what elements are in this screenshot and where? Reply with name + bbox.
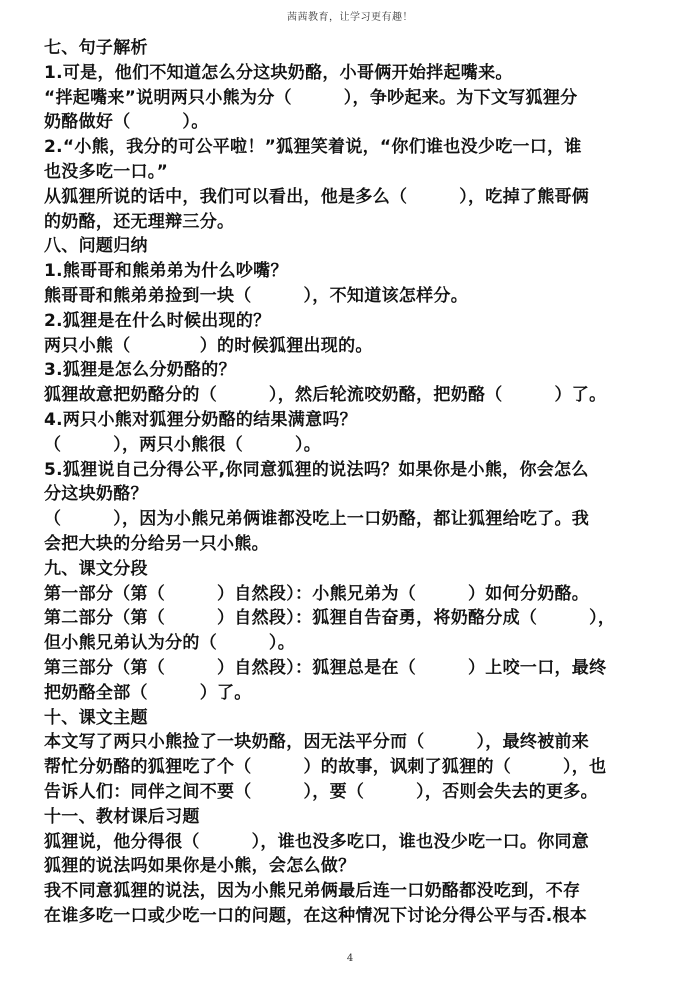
text-line: 的奶酪，还无理辩三分。 [44,211,235,232]
text-line: 把奶酪全部（ ）了。 [44,682,252,703]
text-line: 4.两只小熊对狐狸分奶酪的结果满意吗？ [44,409,357,430]
text-line: “拌起嘴来”说明两只小熊为分（ ），争吵起来。为下文写狐狸分 [44,87,578,108]
section-heading: 七、句子解析 [44,38,148,58]
text-line: 狐狸故意把奶酪分的（ ），然后轮流咬奶酪，把奶酪（ ）了。 [44,385,607,406]
text-line: 但小熊兄弟认为分的（ ）。 [44,633,295,654]
text-line: 从狐狸所说的话中，我们可以看出，他是多么（ ），吃掉了熊哥俩 [44,186,590,207]
text-line: 也没多吃一口。” [44,161,169,182]
text-line: 1.熊哥哥和熊弟弟为什么吵嘴？ [44,261,288,282]
text-line: 我不同意狐狸的说法，因为小熊兄弟俩最后连一口奶酪都没吃到，不存 [44,881,581,902]
text-line: 本文写了两只小熊捡了一块奶酪，因无法平分而（ ），最终被前来 [44,732,590,753]
text-line: 在谁多吃一口或少吃一口的问题，在这种情况下讨论分得公平与否.根本 [44,905,588,926]
text-line: 3.狐狸是怎么分奶酪的？ [44,360,236,381]
text-line: 第三部分（第（ ）自然段）：狐狸总是在（ ）上咬一口，最终 [44,657,607,678]
text-line: 5.狐狸说自己分得公平,你同意狐狸的说法吗？如果你是小熊，你会怎么 [44,459,589,480]
page-content [44,36,664,929]
page-number: 4 [346,953,354,964]
text-line: 2.狐狸是在什么时候出现的？ [44,310,271,331]
text-line: 告诉人们：同伴之间不要（ ），要（ ），否则会失去的更多。 [44,781,598,802]
section-heading: 八、问题归纳 [44,236,148,257]
text-line: 狐狸说，他分得很（ ），谁也没多吃口，谁也没少吃一口。你同意 [44,831,590,852]
section-heading: 十、课文主题 [44,707,148,728]
section-heading: 十一、教材课后习题 [44,806,200,827]
text-line: 2.“小熊，我分的可公平啦！”狐狸笑着说，“你们谁也没少吃一口，谁 [44,137,582,158]
page-header: 茜茜教育，让学习更有趣！ [287,12,413,23]
text-line: （ ），因为小熊兄弟俩谁都没吃上一口奶酪，都让狐狸给吃了。我 [44,509,590,530]
text-line: 1.可是，他们不知道怎么分这块奶酪，小哥俩开始拌起嘴来。 [44,62,513,83]
text-line: 第二部分（第（ ）自然段）：狐狸自告奋勇，将奶酪分成（ ）， [44,608,616,629]
text-line: 分这块奶酪？ [44,484,148,505]
text-line: 两只小熊（ ）的时候狐狸出现的。 [44,335,373,356]
text-line: 帮忙分奶酪的狐狸吃了个（ ）的故事，讽刺了狐狸的（ ），也 [44,757,607,778]
text-line: 第一部分（第（ ）自然段）：小熊兄弟为（ ）如何分奶酪。 [44,583,590,604]
text-line: （ ），两只小熊很（ ）。 [44,434,322,455]
text-line: 狐狸的说法吗如果你是小熊，会怎么做？ [44,856,356,877]
section-heading: 九、课文分段 [44,558,148,579]
text-line: 会把大块的分给另一只小熊。 [44,533,269,554]
text-line: 熊哥哥和熊弟弟捡到一块（ ），不知道该怎样分。 [44,285,468,306]
text-line: 奶酪做好（ ）。 [44,112,209,133]
